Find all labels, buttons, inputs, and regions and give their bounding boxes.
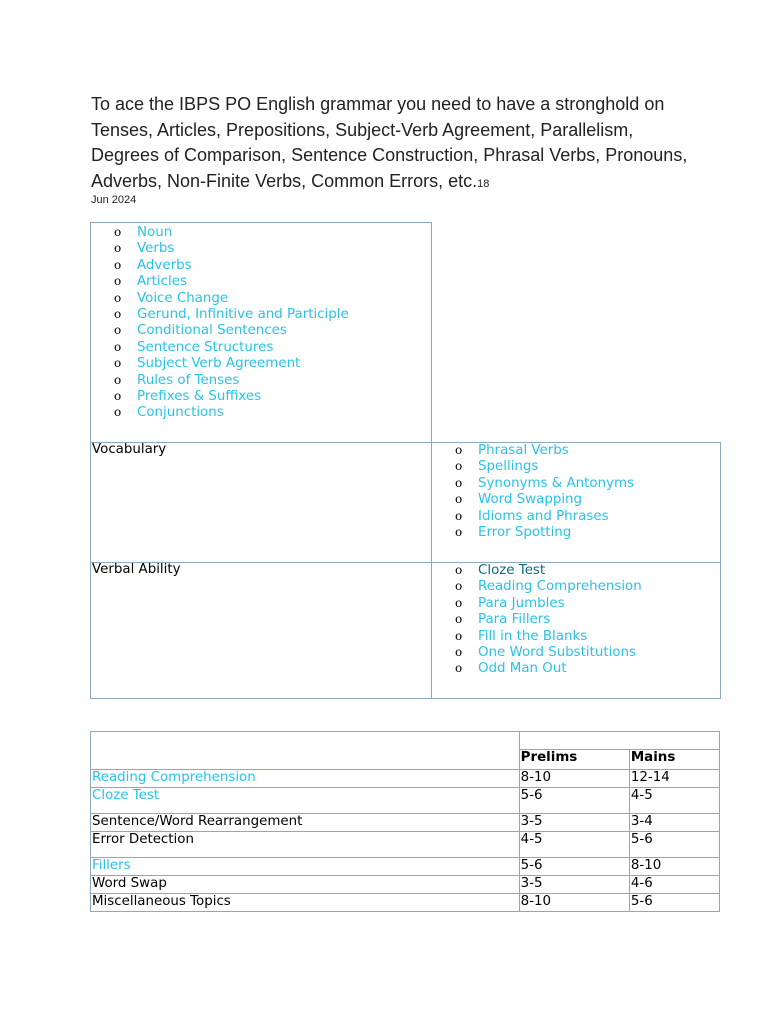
mains-cell: 5-6 — [629, 832, 719, 858]
topic-cell[interactable]: Fillers — [91, 858, 520, 876]
topic-link[interactable]: Cloze Test — [478, 563, 546, 578]
vocabulary-label: Vocabulary — [92, 442, 167, 457]
topic-link[interactable]: Gerund, Infinitive and Participle — [137, 306, 349, 322]
date-day: 18 — [477, 178, 490, 191]
topic-link[interactable]: Reading Comprehension — [478, 579, 642, 595]
mains-cell: 5-6 — [629, 894, 719, 912]
list-item[interactable]: o Gerund, Infinitive and Participle — [114, 306, 349, 322]
list-item[interactable]: o Adverbs — [114, 257, 192, 273]
topic-cell: Error Detection — [91, 832, 520, 858]
list-item[interactable]: o Phrasal Verbs — [455, 443, 569, 458]
list-item[interactable]: o Para Jumbles — [455, 595, 565, 611]
intro-text: To ace the IBPS PO English grammar you need to have a stronghold on Tenses, Articles, Prepositions, Subject-Verb Agreement, Parallelism, Degrees of Comparison, Sentence Construction, Phrasal Verbs, Pronouns, Adverbs, Non-Finite Verbs, Common Errors, etc. — [91, 94, 688, 192]
table-row — [91, 858, 720, 876]
list-item[interactable]: o Sentence Structures — [114, 339, 274, 355]
list-item[interactable]: o Rules of Tenses — [114, 372, 240, 388]
list-item[interactable]: o Conditional Sentences — [114, 323, 287, 339]
table-row — [91, 814, 720, 832]
date-month-year: Jun 2024 — [91, 194, 137, 206]
prelims-cell: 3-5 — [519, 814, 629, 832]
list-item[interactable]: o Spellings — [455, 459, 539, 475]
topic-cell: Word Swap — [91, 876, 520, 894]
prelims-cell: 5-6 — [519, 788, 629, 814]
list-item[interactable]: o Prefixes & Suffixes — [114, 388, 262, 404]
topic-link[interactable]: Adverbs — [137, 257, 192, 273]
vocabulary-list — [455, 442, 634, 540]
topic-link[interactable]: Voice Change — [137, 290, 229, 306]
list-item[interactable]: o Reading Comprehension — [455, 579, 642, 595]
topic-link[interactable]: Prefixes & Suffixes — [137, 388, 262, 404]
list-item[interactable]: o Fill in the Blanks — [455, 628, 588, 644]
topic-link[interactable]: Phrasal Verbs — [478, 443, 569, 458]
mains-cell: 8-10 — [629, 858, 719, 876]
table-row — [91, 832, 720, 858]
list-item[interactable]: o Para Fillers — [455, 612, 551, 628]
prelims-cell: 8-10 — [519, 770, 629, 788]
marks-table — [90, 731, 720, 912]
topic-link[interactable]: Conditional Sentences — [137, 323, 287, 339]
header-mains: Mains — [629, 750, 719, 770]
mains-cell: 4-6 — [629, 876, 719, 894]
list-item[interactable]: o Conjunctions — [114, 405, 224, 421]
prelims-cell: 5-6 — [519, 858, 629, 876]
intro-paragraph — [91, 92, 691, 198]
table-row — [91, 770, 720, 788]
table-row — [91, 788, 720, 814]
topic-link[interactable]: Para Fillers — [478, 612, 551, 628]
topic-link[interactable]: Synonyms & Antonyms — [478, 475, 635, 491]
topic-link[interactable]: Word Swapping — [478, 492, 583, 508]
topic-link[interactable]: Subject Verb Agreement — [137, 356, 301, 372]
topic-link[interactable]: Conjunctions — [137, 405, 224, 421]
list-item[interactable]: o Subject Verb Agreement — [114, 356, 301, 372]
list-item[interactable]: o Synonyms & Antonyms — [455, 475, 635, 491]
topic-link[interactable]: Odd Man Out — [478, 661, 567, 677]
topic-link[interactable]: Error Spotting — [478, 524, 572, 540]
prelims-cell: 4-5 — [519, 832, 629, 858]
table-row — [91, 894, 720, 912]
list-item[interactable]: o Noun — [114, 225, 173, 240]
topic-cell: Miscellaneous Topics — [91, 894, 520, 912]
list-item[interactable]: o Word Swapping — [455, 492, 583, 508]
topic-link[interactable]: Para Jumbles — [478, 595, 565, 611]
topic-cell: Sentence/Word Rearrangement — [91, 814, 520, 832]
mains-cell: 4-5 — [629, 788, 719, 814]
table-top-row — [91, 732, 720, 750]
topic-link[interactable]: Verbs — [137, 241, 175, 257]
topic-link[interactable]: Rules of Tenses — [137, 372, 240, 388]
topic-link[interactable]: Spellings — [478, 459, 539, 475]
table-row — [91, 876, 720, 894]
list-item[interactable]: o Odd Man Out — [455, 661, 567, 677]
verbal-ability-label-cell — [90, 562, 432, 699]
list-item[interactable]: o Articles — [114, 274, 187, 290]
topic-link[interactable]: Idioms and Phrases — [478, 508, 609, 524]
topic-link[interactable]: Noun — [137, 225, 173, 240]
header-prelims: Prelims — [519, 750, 629, 770]
topic-link[interactable]: Fill in the Blanks — [478, 628, 588, 644]
prelims-cell: 3-5 — [519, 876, 629, 894]
prelims-cell: 8-10 — [519, 894, 629, 912]
verbal-ability-label: Verbal Ability — [92, 562, 181, 577]
grammar-topic-list — [114, 224, 349, 421]
list-item[interactable]: o One Word Substitutions — [455, 644, 636, 660]
topic-cell[interactable]: Reading Comprehension — [91, 770, 520, 788]
list-item[interactable]: o Error Spotting — [455, 524, 572, 540]
mains-cell: 12-14 — [629, 770, 719, 788]
list-item[interactable]: o Verbs — [114, 241, 175, 257]
list-item[interactable]: o Cloze Test — [455, 563, 546, 578]
list-item[interactable]: o Voice Change — [114, 290, 229, 306]
vocabulary-label-cell — [90, 442, 432, 563]
list-item[interactable]: o Idioms and Phrases — [455, 508, 609, 524]
topic-link[interactable]: Articles — [137, 274, 187, 290]
topic-link[interactable]: Sentence Structures — [137, 339, 274, 355]
mains-cell: 3-4 — [629, 814, 719, 832]
topic-cell[interactable]: Cloze Test — [91, 788, 520, 814]
verbal-ability-list — [455, 562, 642, 677]
topic-link[interactable]: One Word Substitutions — [478, 644, 636, 660]
